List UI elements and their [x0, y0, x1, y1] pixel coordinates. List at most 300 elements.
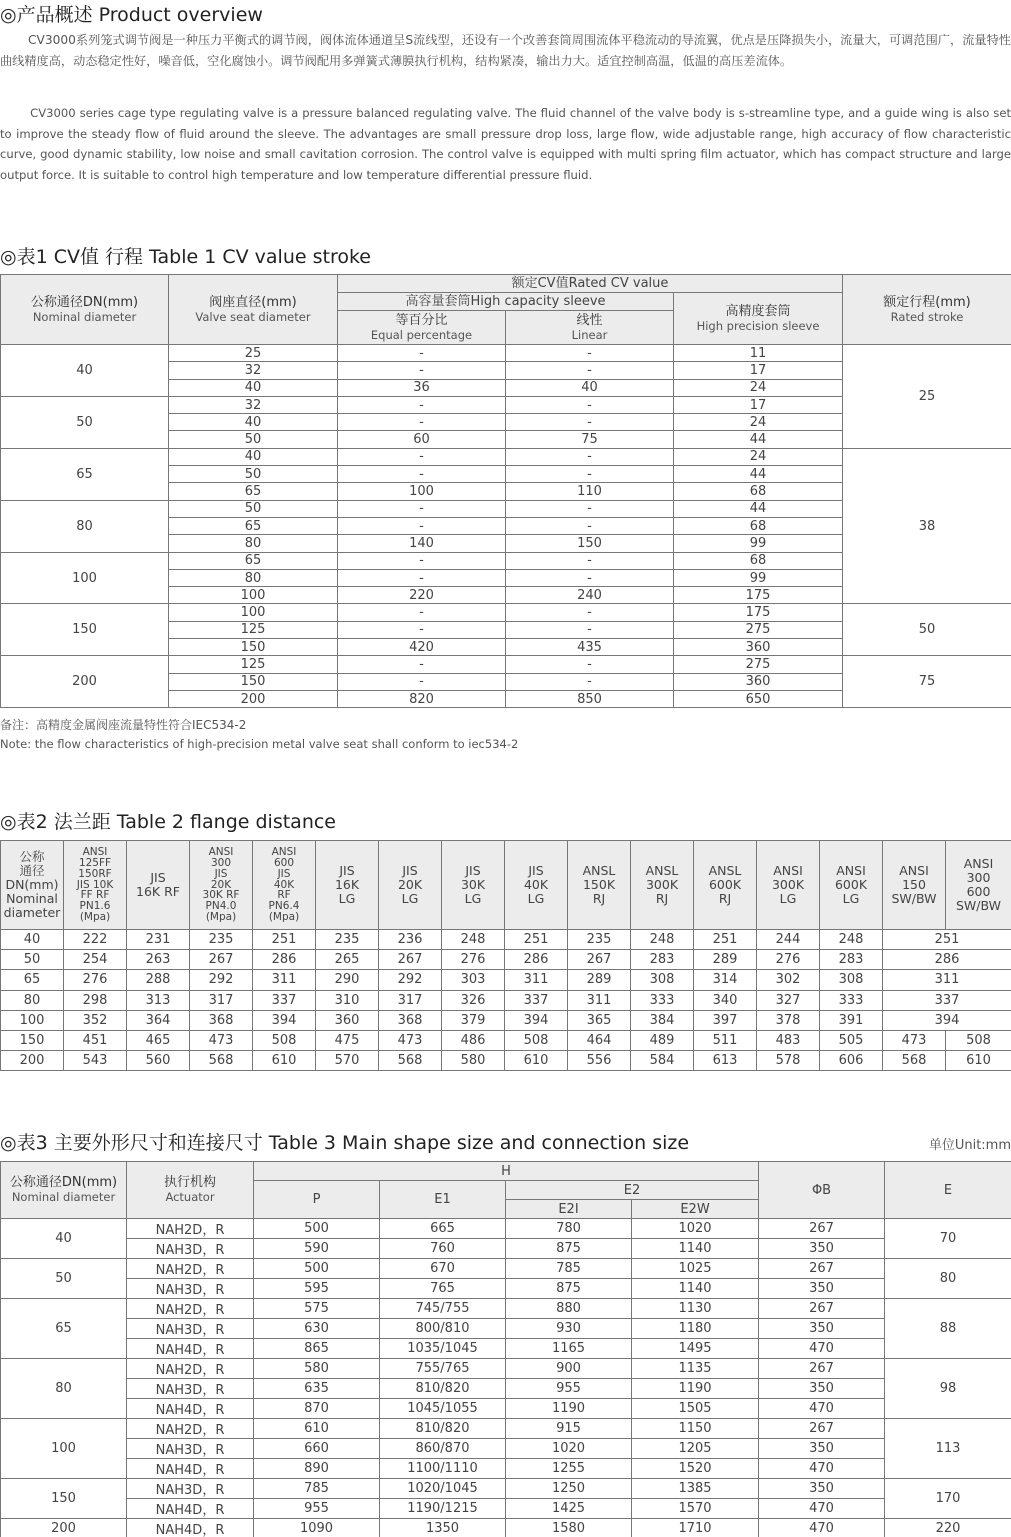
- table-cell: 760: [380, 1239, 506, 1259]
- table-cell: 635: [254, 1379, 380, 1399]
- table-row: [1, 1239, 1011, 1259]
- header-e1: E1: [380, 1181, 506, 1219]
- column-header: JIS 20K LG: [379, 841, 442, 930]
- table-row: [1, 1010, 1011, 1030]
- table1-note-cn: 备注：高精度金属阀座流量特性符合IEC534-2: [0, 718, 247, 732]
- table-cell: 820: [338, 690, 506, 707]
- table-cell: 1130: [632, 1299, 759, 1319]
- actuator-cell: NAH3D，R: [127, 1239, 254, 1259]
- table-cell: 40: [1, 930, 64, 950]
- table-cell: -: [338, 345, 506, 362]
- header-e2: E2: [506, 1181, 759, 1200]
- table-cell: 263: [127, 950, 190, 970]
- table-cell: 394: [505, 1010, 568, 1030]
- table-cell: 267: [759, 1299, 885, 1319]
- table-cell: -: [506, 362, 674, 379]
- table-cell: 890: [254, 1459, 380, 1479]
- table-row: [1, 1359, 1011, 1379]
- table-cell: 267: [379, 950, 442, 970]
- table-cell: 99: [674, 535, 843, 552]
- table-cell: 1580: [506, 1519, 632, 1537]
- table-cell: -: [338, 604, 506, 621]
- table-cell: 500: [254, 1219, 380, 1239]
- table-cell: 486: [442, 1030, 505, 1050]
- actuator-cell: NAH3D，R: [127, 1379, 254, 1399]
- table-cell: 24: [674, 414, 843, 431]
- table-cell: 1045/1055: [380, 1399, 506, 1419]
- table-cell: -: [338, 500, 506, 517]
- table-cell: -: [338, 362, 506, 379]
- e-value-cell: 113: [885, 1419, 1011, 1479]
- actuator-cell: NAH2D，R: [127, 1359, 254, 1379]
- rated-stroke-cell: 38: [843, 448, 1011, 604]
- table-cell: -: [506, 448, 674, 465]
- header-high-precision: 高精度套筒 High precision sleeve: [674, 293, 843, 345]
- table-cell: 1025: [632, 1259, 759, 1279]
- table-cell: 475: [316, 1030, 379, 1050]
- table-cell: 1020: [632, 1219, 759, 1239]
- column-header: ANSI 300 JIS 20K 30K RF PN4.0 (Mpa): [190, 841, 253, 930]
- table-cell: -: [338, 656, 506, 673]
- e-value-cell: 88: [885, 1299, 1011, 1359]
- table-cell: 175: [674, 587, 843, 604]
- table-cell: 310: [316, 990, 379, 1010]
- header-e: E: [885, 1162, 1011, 1219]
- actuator-cell: NAH4D，R: [127, 1519, 254, 1537]
- table-cell: 150: [169, 639, 338, 656]
- header-high-capacity: 高容量套筒High capacity sleeve: [338, 293, 674, 311]
- table-row: [1, 950, 1011, 970]
- table-cell: -: [506, 500, 674, 517]
- table-cell: 464: [568, 1030, 631, 1050]
- table-cell: 276: [64, 970, 127, 990]
- table-cell: 785: [506, 1259, 632, 1279]
- table-cell: 508: [253, 1030, 316, 1050]
- table-cell: 1255: [506, 1459, 632, 1479]
- table-cell: 880: [506, 1299, 632, 1319]
- table-cell: 568: [190, 1051, 253, 1071]
- table-cell: 465: [127, 1030, 190, 1050]
- column-header: ANSI 600K LG: [820, 841, 883, 930]
- table-cell: -: [338, 517, 506, 534]
- table-cell: 317: [379, 990, 442, 1010]
- table-row: [1, 1479, 1011, 1499]
- table-cell: 489: [631, 1030, 694, 1050]
- table-row: [1, 1051, 1011, 1071]
- nominal-diameter-cell: 100: [1, 552, 169, 604]
- table-cell: 1165: [506, 1339, 632, 1359]
- table-cell: 610: [946, 1051, 1011, 1071]
- header-nominal-diameter: 公称通径DN(mm) Nominal diameter: [1, 275, 169, 345]
- table-row: [1, 1319, 1011, 1339]
- table-cell: 378: [757, 1010, 820, 1030]
- table-cell: 65: [169, 552, 338, 569]
- nominal-diameter-cell: 50: [1, 1259, 127, 1299]
- nominal-diameter-cell: 200: [1, 656, 169, 708]
- table-row: [1, 990, 1011, 1010]
- table-cell: 65: [169, 483, 338, 500]
- e-value-cell: 80: [885, 1259, 1011, 1299]
- table-cell: 364: [127, 1010, 190, 1030]
- table-cell: 65: [1, 970, 64, 990]
- table-cell: 220: [338, 587, 506, 604]
- table-row: [1, 1030, 1011, 1050]
- table3-unit: 单位Unit:mm: [928, 1138, 1011, 1153]
- header-valve-seat-diameter: 阀座直径(mm) Valve seat diameter: [169, 275, 338, 345]
- table-cell: 267: [759, 1219, 885, 1239]
- table-cell: 222: [64, 930, 127, 950]
- header-e2w: E2W: [632, 1200, 759, 1219]
- table-cell: 875: [506, 1279, 632, 1299]
- table-cell: 578: [757, 1051, 820, 1071]
- table-cell: 755/765: [380, 1359, 506, 1379]
- actuator-cell: NAH2D，R: [127, 1259, 254, 1279]
- header-phi-b: ΦB: [759, 1162, 885, 1219]
- table-cell: 473: [190, 1030, 253, 1050]
- table-cell: 900: [506, 1359, 632, 1379]
- table-cell: 630: [254, 1319, 380, 1339]
- table-cell: -: [506, 621, 674, 638]
- table-row: [1, 604, 1011, 621]
- e-value-cell: 70: [885, 1219, 1011, 1259]
- actuator-cell: NAH4D，R: [127, 1459, 254, 1479]
- table-cell: 303: [442, 970, 505, 990]
- table-cell: 265: [316, 950, 379, 970]
- table-cell: 288: [127, 970, 190, 990]
- table-cell: 1190: [506, 1399, 632, 1419]
- table-cell: 379: [442, 1010, 505, 1030]
- table-cell: 44: [674, 466, 843, 483]
- table-cell: 289: [568, 970, 631, 990]
- table-cell: 275: [674, 621, 843, 638]
- table-row: [1, 1379, 1011, 1399]
- table-cell: 350: [759, 1379, 885, 1399]
- table-cell: 483: [757, 1030, 820, 1050]
- table-cell: 580: [442, 1051, 505, 1071]
- table-cell: 1520: [632, 1459, 759, 1479]
- table-cell: 470: [759, 1499, 885, 1519]
- table-cell: 1505: [632, 1399, 759, 1419]
- nominal-diameter-cell: 100: [1, 1419, 127, 1479]
- table-cell: 1180: [632, 1319, 759, 1339]
- table-cell: 267: [759, 1419, 885, 1439]
- table-cell: 308: [631, 970, 694, 990]
- column-header: ANSI 600 JIS 40K RF PN6.4 (Mpa): [253, 841, 316, 930]
- table-cell: 24: [674, 379, 843, 396]
- table-cell: 360: [674, 673, 843, 690]
- table-cell: 560: [127, 1051, 190, 1071]
- table-cell: 1570: [632, 1499, 759, 1519]
- table-row: [1, 656, 1011, 673]
- table-cell: 568: [379, 1051, 442, 1071]
- table-cell: 240: [506, 587, 674, 604]
- actuator-cell: NAH4D，R: [127, 1399, 254, 1419]
- cv-value-table: [0, 274, 1011, 708]
- column-header: ANSI 300K LG: [757, 841, 820, 930]
- table-cell: -: [338, 621, 506, 638]
- column-header: ANSL 600K RJ: [694, 841, 757, 930]
- table-cell: -: [506, 604, 674, 621]
- table-cell: -: [338, 396, 506, 413]
- table-cell: 394: [253, 1010, 316, 1030]
- overview-text-en: CV3000 series cage type regulating valve is a pressure balanced regulating valve. The fluid channel of the valve body is s-streamline type, and a guide wing is also set to improve the steady flow of fluid around the sleeve. The advantages are small pressure drop loss, large flow, wide adjustable range, high accuracy of flow characteristic curve, good dynamic stability, low noise and small cavitation corrosion. The control valve is equipped with multi spring film actuator, which has compact structure and large output force. It is suitable to control high temperature and low temperature differential pressure fluid.: [0, 106, 1011, 182]
- table-cell: 930: [506, 1319, 632, 1339]
- table-cell: 350: [759, 1239, 885, 1259]
- table-cell: -: [506, 345, 674, 362]
- table-cell: 352: [64, 1010, 127, 1030]
- table-cell: 298: [64, 990, 127, 1010]
- table-cell: 32: [169, 396, 338, 413]
- table-row: [1, 345, 1011, 362]
- nominal-diameter-cell: 50: [1, 396, 169, 448]
- table-cell: -: [338, 552, 506, 569]
- actuator-cell: NAH3D，R: [127, 1439, 254, 1459]
- table-cell: 150: [1, 1030, 64, 1050]
- table-cell: 1190: [632, 1379, 759, 1399]
- actuator-cell: NAH3D，R: [127, 1479, 254, 1499]
- table-row: [1, 1259, 1011, 1279]
- table-cell: 311: [253, 970, 316, 990]
- table-cell: 80: [1, 990, 64, 1010]
- table-cell: 311: [505, 970, 568, 990]
- table-cell: 1495: [632, 1339, 759, 1359]
- actuator-cell: NAH4D，R: [127, 1499, 254, 1519]
- table-cell: 24: [674, 448, 843, 465]
- table-cell: 810/820: [380, 1419, 506, 1439]
- table-cell: 500: [254, 1259, 380, 1279]
- table-cell: 470: [759, 1339, 885, 1359]
- table-cell: 470: [759, 1519, 885, 1537]
- table-cell: 575: [254, 1299, 380, 1319]
- table-cell: 875: [506, 1239, 632, 1259]
- table-cell: 1150: [632, 1419, 759, 1439]
- table-cell: 100: [338, 483, 506, 500]
- table-cell: -: [338, 448, 506, 465]
- table-cell: 606: [820, 1051, 883, 1071]
- table-cell: 100: [169, 587, 338, 604]
- table-row: [1, 1279, 1011, 1299]
- header-h: H: [254, 1162, 759, 1181]
- table-cell: 125: [169, 621, 338, 638]
- table-cell: 40: [169, 448, 338, 465]
- table-cell: 50: [169, 466, 338, 483]
- table-cell: 65: [169, 517, 338, 534]
- header-actuator: 执行机构 Actuator: [127, 1162, 254, 1219]
- table-cell: -: [338, 569, 506, 586]
- table-cell: -: [506, 396, 674, 413]
- table-cell: 745/755: [380, 1299, 506, 1319]
- table-cell: -: [338, 466, 506, 483]
- table-cell: 1710: [632, 1519, 759, 1537]
- table-cell: 251: [694, 930, 757, 950]
- nominal-diameter-cell: 150: [1, 604, 169, 656]
- table-cell: 340: [694, 990, 757, 1010]
- table-cell: 11: [674, 345, 843, 362]
- table-row: [1, 1339, 1011, 1359]
- table-cell: 333: [631, 990, 694, 1010]
- table-cell: 248: [442, 930, 505, 950]
- table-cell: 850: [506, 690, 674, 707]
- table-row: [1, 1499, 1011, 1519]
- table-cell: 248: [820, 930, 883, 950]
- header-nominal-diameter: 公称通径DN(mm) Nominal diameter: [1, 1162, 127, 1219]
- table-cell: 289: [694, 950, 757, 970]
- table-cell: 68: [674, 483, 843, 500]
- column-header: ANSL 150K RJ: [568, 841, 631, 930]
- table-cell: 765: [380, 1279, 506, 1299]
- table-cell: 200: [1, 1051, 64, 1071]
- table-cell: 275: [674, 656, 843, 673]
- table-cell: 865: [254, 1339, 380, 1359]
- table-cell: 75: [506, 431, 674, 448]
- table-cell: -: [506, 569, 674, 586]
- table-cell: 25: [169, 345, 338, 362]
- table-cell: 40: [169, 379, 338, 396]
- column-header: 公称 通径 DN(mm) Nominal diameter: [1, 841, 64, 930]
- table-cell: 570: [316, 1051, 379, 1071]
- table-cell: 231: [127, 930, 190, 950]
- table-cell: -: [506, 656, 674, 673]
- table-cell: 568: [883, 1051, 946, 1071]
- nominal-diameter-cell: 65: [1, 448, 169, 500]
- header-p: P: [254, 1181, 380, 1219]
- table-cell: 511: [694, 1030, 757, 1050]
- column-header: ANSL 300K RJ: [631, 841, 694, 930]
- table-cell: 1205: [632, 1439, 759, 1459]
- table-cell: 810/820: [380, 1379, 506, 1399]
- table-cell: 360: [674, 639, 843, 656]
- table-cell: 1020: [506, 1439, 632, 1459]
- e-value-cell: 220: [885, 1519, 1011, 1537]
- table-cell: 125: [169, 656, 338, 673]
- actuator-cell: NAH4D，R: [127, 1339, 254, 1359]
- table-cell: 80: [169, 535, 338, 552]
- table-cell: 800/810: [380, 1319, 506, 1339]
- table-cell: 327: [757, 990, 820, 1010]
- overview-title: ◎产品概述 Product overview: [0, 4, 263, 26]
- table-cell: 1135: [632, 1359, 759, 1379]
- table-cell: 391: [820, 1010, 883, 1030]
- table-cell: 508: [946, 1030, 1011, 1050]
- header-e2i: E2I: [506, 1200, 632, 1219]
- actuator-cell: NAH3D，R: [127, 1319, 254, 1339]
- table2-title: ◎表2 法兰距 Table 2 flange distance: [0, 811, 336, 833]
- nominal-diameter-cell: 200: [1, 1519, 127, 1537]
- table-cell: 360: [316, 1010, 379, 1030]
- table-cell: 337: [505, 990, 568, 1010]
- actuator-cell: NAH2D，R: [127, 1299, 254, 1319]
- column-header: JIS 16K RF: [127, 841, 190, 930]
- table-cell: 470: [759, 1399, 885, 1419]
- table-row: [1, 1439, 1011, 1459]
- table-cell: 350: [759, 1439, 885, 1459]
- table-cell: 150: [506, 535, 674, 552]
- table-cell: 302: [757, 970, 820, 990]
- table-cell: 473: [883, 1030, 946, 1050]
- table-cell: 543: [64, 1051, 127, 1071]
- table-cell: 110: [506, 483, 674, 500]
- header-linear: 线性 Linear: [506, 311, 674, 345]
- table-cell: 665: [380, 1219, 506, 1239]
- table-cell: 915: [506, 1419, 632, 1439]
- table-cell: 384: [631, 1010, 694, 1030]
- table-row: [1, 1419, 1011, 1439]
- table-cell: -: [506, 552, 674, 569]
- column-header: ANSI 150 SW/BW: [883, 841, 946, 930]
- table-cell: 955: [254, 1499, 380, 1519]
- table-cell: 254: [64, 950, 127, 970]
- table-cell: 1250: [506, 1479, 632, 1499]
- column-header: ANSI 125FF 150RF JIS 10K FF RF PN1.6 (Mpa): [64, 841, 127, 930]
- table-cell: 32: [169, 362, 338, 379]
- nominal-diameter-cell: 40: [1, 345, 169, 397]
- e-value-cell: 170: [885, 1479, 1011, 1519]
- table-cell: 670: [380, 1259, 506, 1279]
- table-cell: 251: [883, 930, 1011, 950]
- table-cell: 1090: [254, 1519, 380, 1537]
- table-cell: 276: [757, 950, 820, 970]
- table-row: [1, 1519, 1011, 1537]
- column-header: JIS 30K LG: [442, 841, 505, 930]
- table-cell: 313: [127, 990, 190, 1010]
- table-cell: 610: [253, 1051, 316, 1071]
- table-cell: 350: [759, 1319, 885, 1339]
- table-cell: 350: [759, 1279, 885, 1299]
- table-cell: 394: [883, 1010, 1011, 1030]
- table-cell: 267: [568, 950, 631, 970]
- table-cell: 337: [253, 990, 316, 1010]
- table-cell: 1350: [380, 1519, 506, 1537]
- table-cell: 150: [169, 673, 338, 690]
- table-row: [1, 970, 1011, 990]
- table-cell: 368: [379, 1010, 442, 1030]
- table-cell: 314: [694, 970, 757, 990]
- table-row: [1, 448, 1011, 465]
- table-cell: 290: [316, 970, 379, 990]
- table-cell: 60: [338, 431, 506, 448]
- column-header: ANSI 300 600 SW/BW: [946, 841, 1011, 930]
- table-cell: 308: [820, 970, 883, 990]
- table-cell: -: [338, 414, 506, 431]
- table-cell: 251: [505, 930, 568, 950]
- table-cell: 505: [820, 1030, 883, 1050]
- table-cell: -: [506, 466, 674, 483]
- flange-distance-table: [0, 840, 1011, 1071]
- nominal-diameter-cell: 40: [1, 1219, 127, 1259]
- table-cell: 235: [316, 930, 379, 950]
- table-cell: 267: [759, 1359, 885, 1379]
- table-cell: 580: [254, 1359, 380, 1379]
- table-cell: 595: [254, 1279, 380, 1299]
- table-cell: 311: [568, 990, 631, 1010]
- table-cell: 1190/1215: [380, 1499, 506, 1519]
- table-cell: 508: [505, 1030, 568, 1050]
- table-cell: 1425: [506, 1499, 632, 1519]
- table-cell: 870: [254, 1399, 380, 1419]
- table-cell: 337: [883, 990, 1011, 1010]
- table-cell: 317: [190, 990, 253, 1010]
- table-cell: -: [506, 673, 674, 690]
- table-cell: 660: [254, 1439, 380, 1459]
- actuator-cell: NAH3D，R: [127, 1279, 254, 1299]
- table-cell: 435: [506, 639, 674, 656]
- table-cell: 473: [379, 1030, 442, 1050]
- table-cell: -: [506, 414, 674, 431]
- table-cell: 235: [568, 930, 631, 950]
- table-cell: 100: [1, 1010, 64, 1030]
- rated-stroke-cell: 50: [843, 604, 1011, 656]
- table-cell: 292: [190, 970, 253, 990]
